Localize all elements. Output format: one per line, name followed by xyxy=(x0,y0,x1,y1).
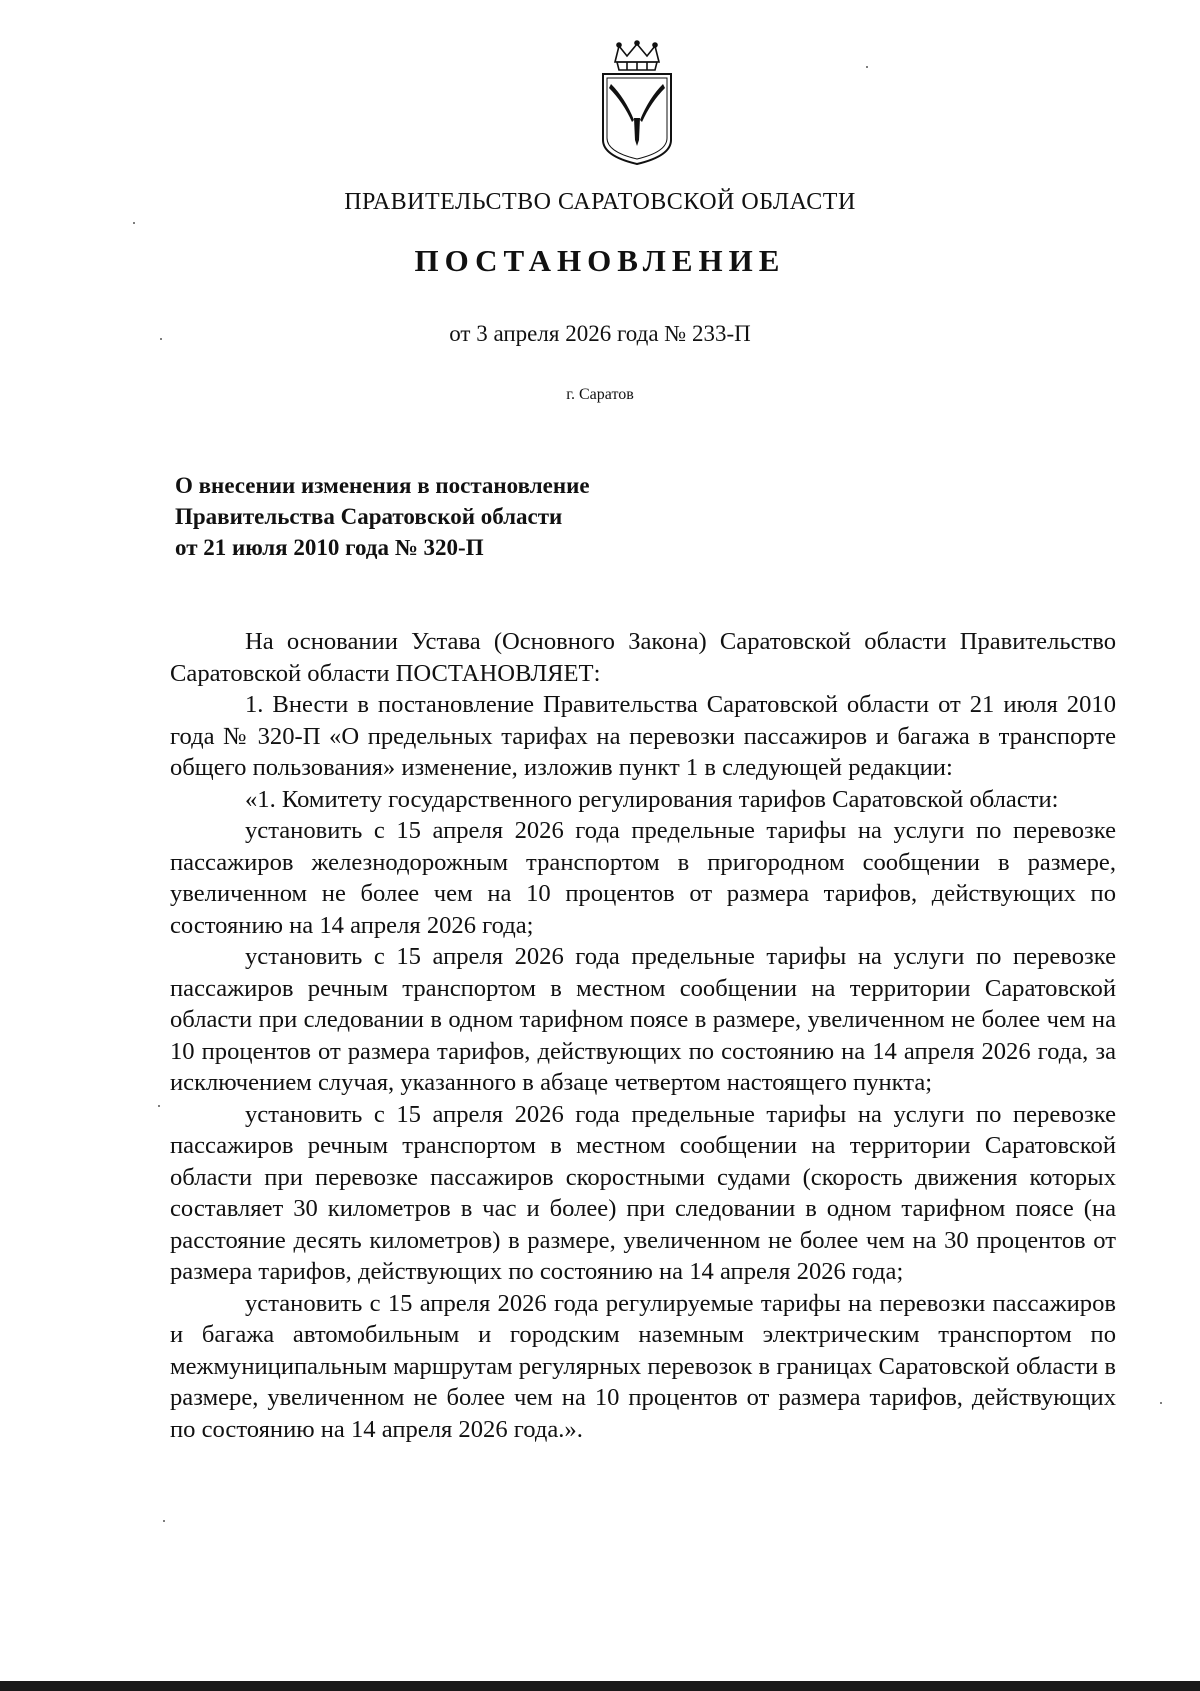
scan-speck xyxy=(163,1520,165,1522)
scan-speck xyxy=(133,222,135,224)
document-city: г. Саратов xyxy=(566,386,634,403)
subject-line: О внесении изменения в постановление xyxy=(175,473,590,498)
body-paragraph-road: установить с 15 апреля 2026 года регулируемые тарифы на перевозки пассажиров и багажа автомобильным и городским наземным электрическим транспортом по межмуниципальным маршрутам регулярных перевозок в границах Саратовской области в размере, увеличенном не более чем на 10 процентов от размера тарифов, действующих по состоянию на 14 апреля 2026 года.». xyxy=(170,1289,1116,1443)
scan-speck xyxy=(1160,1402,1162,1404)
body-paragraph-item-1: 1. Внести в постановление Правительства Саратовской области от 21 июля 2010 года № 320-П «О предельных тарифах на перевозки пассажиров и багажа в транспорте общего пользования» изменение, изложив пункт 1 в следующей редакции: xyxy=(170,691,1116,781)
document-type: ПОСТАНОВЛЕНИЕ xyxy=(414,243,786,278)
document-date-number: от 3 апреля 2026 года № 233-П xyxy=(449,321,751,346)
body-paragraph-preamble: На основании Устава (Основного Закона) Саратовской области Правительство Саратовской области ПОСТАНОВЛЯЕТ: xyxy=(170,628,1116,687)
document-subject xyxy=(175,470,590,563)
scan-speck xyxy=(160,338,162,340)
body-paragraph-railway: установить с 15 апреля 2026 года предельные тарифы на услуги по перевозке пассажиров железнодорожным транспортом в пригородном сообщении в размере, увеличенном не более чем на 10 процентов от размера тарифов, действующих по состоянию на 14 апреля 2026 года; xyxy=(170,817,1116,939)
subject-line: от 21 июля 2010 года № 320-П xyxy=(175,535,484,560)
coat-of-arms-icon xyxy=(597,40,677,166)
scan-bottom-edge xyxy=(0,1681,1200,1691)
body-paragraph-quote-start: «1. Комитету государственного регулирования тарифов Саратовской области: xyxy=(245,785,1059,813)
scan-speck xyxy=(866,66,868,68)
document-body xyxy=(170,626,1116,1445)
government-name: ПРАВИТЕЛЬСТВО САРАТОВСКОЙ ОБЛАСТИ xyxy=(344,189,856,215)
scan-speck xyxy=(158,1105,160,1107)
subject-line: Правительства Саратовской области xyxy=(175,504,563,529)
body-paragraph-river: установить с 15 апреля 2026 года предельные тарифы на услуги по перевозке пассажиров речным транспортом в местном сообщении на территории Саратовской области при следовании в одном тарифном поясе в размере, увеличенном не более чем на 10 процентов от размера тарифов, действующих по состоянию на 14 апреля 2026 года, за исключением случая, указанного в абзаце четвертом настоящего пункта; xyxy=(170,943,1116,1096)
body-paragraph-river-fast: установить с 15 апреля 2026 года предельные тарифы на услуги по перевозке пассажиров речным транспортом в местном сообщении на территории Саратовской области при перевозке пассажиров скоростными судами (скорость движения которых составляет 30 километров в час и более) при следовании в одном тарифном поясе (на расстояние десять километров) в размере, увеличенном не более чем на 30 процентов от размера тарифов, действующих по состоянию на 14 апреля 2026 года; xyxy=(170,1100,1116,1285)
